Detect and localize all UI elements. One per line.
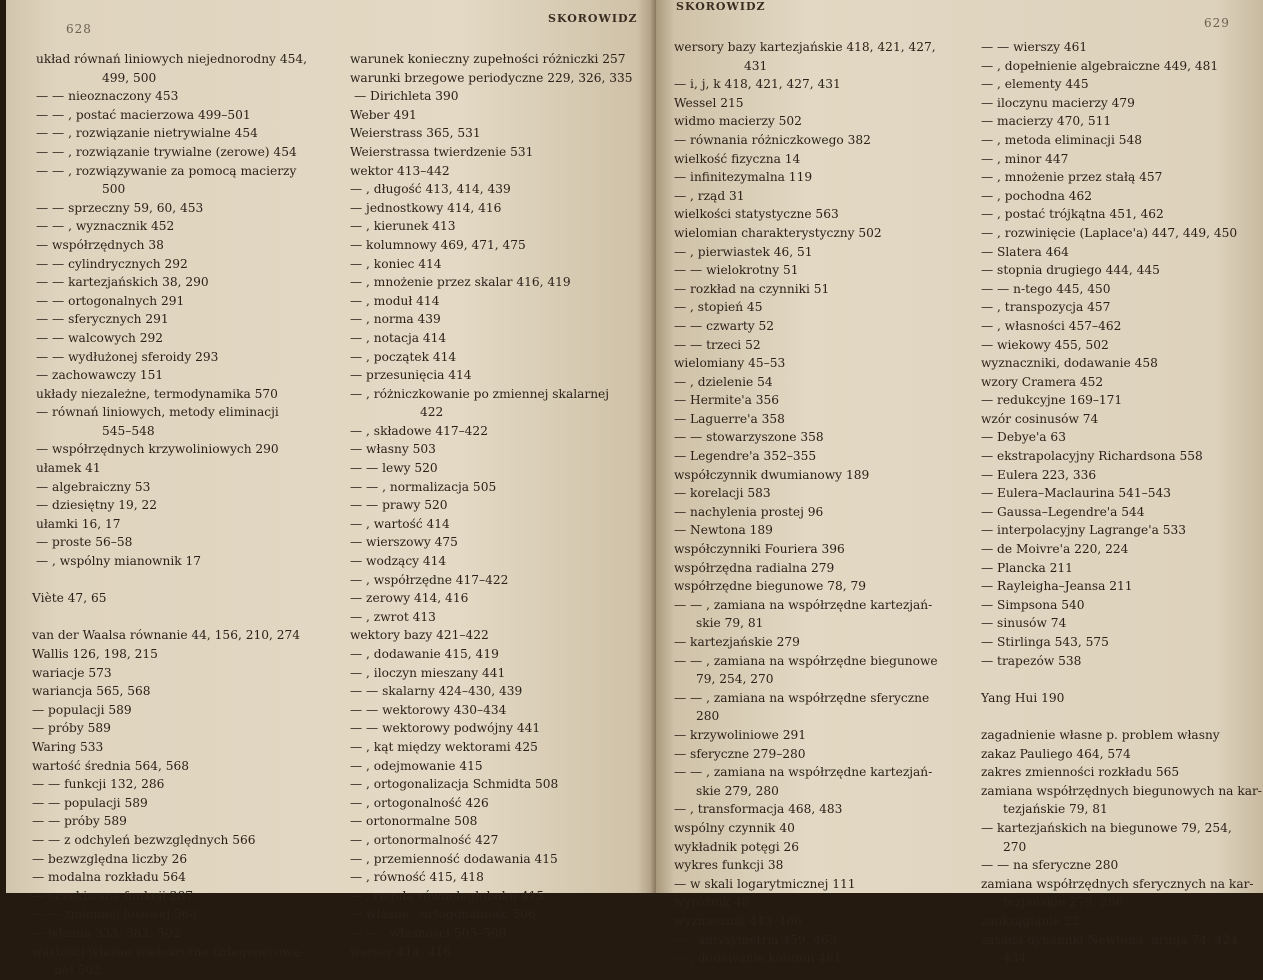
index-entry: wektory bazy 421–422	[350, 628, 489, 643]
index-entry	[32, 571, 307, 590]
index-entry: — Dirichleta 390	[354, 89, 459, 104]
index-entry: — , odejmowanie 415	[350, 758, 483, 773]
index-entry: warunki brzegowe periodyczne 229, 326, 335	[350, 70, 633, 85]
index-entry: — , elementy 445	[981, 77, 1089, 92]
index-entry: warunek konieczny zupełności różniczki 257	[350, 52, 626, 66]
index-entry: wyznaczniki, dodawanie 458	[981, 356, 1158, 371]
index-entry: — , rząd 31	[674, 188, 745, 203]
index-entry: — populacji 589	[32, 702, 132, 717]
index-entry: — , antysymetria 459, 463	[674, 932, 837, 947]
running-header: SKOROWIDZ	[548, 12, 638, 25]
index-entry: tezjańskie 79, 81	[1003, 802, 1108, 817]
index-entry: — współrzędnych 38	[36, 237, 164, 252]
index-entry: — — prawy 520	[350, 498, 448, 513]
index-entry: — — cylindrycznych 292	[36, 256, 188, 271]
index-entry: — Simpsona 540	[981, 597, 1085, 612]
index-column-left-1	[32, 50, 307, 980]
index-entry: skie 279, 280	[696, 783, 779, 798]
index-entry: — ekstrapolacyjny Richardsona 558	[981, 449, 1203, 464]
index-entry: — kartezjańskich na biegunowe 79, 254,	[981, 820, 1232, 835]
index-entry: — — sprzeczny 59, 60, 453	[36, 200, 204, 215]
index-entry: — , stopień 45	[674, 300, 763, 315]
index-entry: 545–548	[102, 423, 155, 438]
index-entry: — — na sferyczne 280	[981, 858, 1119, 873]
index-entry: — — skalarny 424–430, 439	[350, 684, 523, 699]
index-entry: — równania różniczkowego 382	[674, 132, 871, 147]
index-entry: — , ortogonalizacja Schmidta 508	[350, 777, 559, 792]
index-entry: — — sferycznych 291	[36, 312, 169, 327]
index-entry: — — trzeci 52	[674, 337, 761, 352]
index-entry: — interpolacyjny Lagrange'a 533	[981, 523, 1187, 538]
index-entry: — — ortogonalnych 291	[36, 293, 185, 308]
index-entry: Weierstrassa twierdzenie 531	[350, 144, 534, 159]
index-entry: — stopnia drugiego 444, 445	[981, 263, 1160, 278]
index-entry: — Gaussa–Legendre'a 544	[981, 504, 1145, 519]
index-entry: — sinusów 74	[981, 616, 1067, 631]
index-entry: — — kartezjańskich 38, 290	[36, 275, 209, 290]
index-entry: — , transpozycja 457	[981, 300, 1111, 315]
index-entry: — kolumnowy 469, 471, 475	[350, 237, 526, 252]
index-entry: — wiekowy 455, 502	[981, 337, 1109, 352]
index-entry: ułamek 41	[36, 461, 101, 476]
index-entry: — — zmiennej losowej 568	[32, 907, 198, 922]
index-entry	[32, 608, 307, 627]
index-entry: — , mnożenie przez stałą 457	[981, 170, 1163, 185]
index-entry: van der Waalsa równanie 44, 156, 210, 274	[32, 628, 300, 643]
index-entry: współrzędne biegunowe 78, 79	[674, 579, 867, 594]
index-entry: — — wektorowy podwójny 441	[350, 721, 541, 736]
page-number: 628	[66, 22, 92, 36]
index-entry: Weierstrass 365, 531	[350, 126, 481, 141]
index-entry: — korelacji 583	[674, 486, 771, 501]
index-entry: — Eulera–Maclaurina 541–543	[981, 486, 1172, 501]
index-entry: — — próby 589	[32, 814, 127, 829]
index-entry: zaokrąglanie 22	[981, 913, 1080, 928]
index-entry: wielkość fizyczna 14	[674, 151, 801, 166]
index-entry: wykres funkcji 38	[674, 858, 784, 873]
index-entry: wzory Cramera 452	[981, 374, 1104, 389]
index-entry: wielomiany 45–53	[674, 356, 786, 371]
index-entry: — własne , ortogonalność 506	[350, 907, 536, 922]
index-entry: — , ortogonalność 426	[350, 795, 489, 810]
index-entry: — , wartość 414	[350, 516, 450, 531]
index-entry: — , norma 439	[350, 312, 441, 327]
index-entry: — — , rozwiązywanie za pomocą macierzy	[36, 163, 297, 178]
index-entry: — wodzący 414	[350, 554, 447, 569]
index-entry: — , pierwiastek 46, 51	[674, 244, 813, 259]
index-entry: — i, j, k 418, 421, 427, 431	[674, 77, 841, 92]
index-entry: — redukcyjne 169–171	[981, 393, 1123, 408]
index-entry: — — , wyznacznik 452	[36, 219, 175, 234]
index-entry: — , zwrot 413	[350, 609, 436, 624]
index-entry: — krzywoliniowe 291	[674, 727, 807, 742]
index-entry: tezjańskie 279, 280	[1003, 895, 1124, 910]
index-entry: — — walcowych 292	[36, 330, 164, 345]
index-entry: — , iloczyn mieszany 441	[350, 665, 506, 680]
index-entry: — — z odchyleń bezwzględnych 566	[32, 832, 256, 847]
index-entry: — oczekiwana funkcji 287	[32, 888, 194, 903]
index-entry: ułamki 16, 17	[36, 516, 121, 531]
index-column-left-2	[350, 50, 633, 961]
index-entry: — proste 56–58	[36, 535, 133, 550]
index-entry: — — lewy 520	[350, 461, 438, 476]
index-column-right-2	[981, 38, 1262, 968]
index-entry: — , składowe 417–422	[350, 423, 488, 438]
index-entry: — — wydłużonej sferoidy 293	[36, 349, 219, 364]
index-entry: — zerowy 414, 416	[350, 591, 469, 606]
index-entry: Wallis 126, 198, 215	[32, 647, 158, 661]
index-entry: wariacje 573	[32, 665, 112, 680]
index-entry: — Stirlinga 543, 575	[981, 635, 1109, 649]
index-entry: — , własności 457–462	[981, 318, 1122, 333]
index-entry: — rozkład na czynniki 51	[674, 281, 830, 296]
index-entry: — własna 333, 382, 502	[32, 925, 181, 940]
index-entry: — ortonormalne 508	[350, 814, 478, 829]
index-entry: — wierszowy 475	[350, 535, 458, 550]
index-entry: — , dodawanie 415, 419	[350, 647, 499, 661]
index-entry: — , postać trójkątna 451, 462	[981, 207, 1164, 222]
index-entry: 422	[420, 405, 444, 420]
index-entry: wspólny czynnik 40	[674, 820, 795, 835]
index-entry: zasada dynamiki Newtona, druga 74, 424,	[981, 932, 1242, 947]
index-entry: — — , własności 505–508	[350, 925, 507, 940]
index-entry: — — , zamiana na współrzędne kartezjań-	[674, 765, 933, 780]
right-page	[656, 0, 1263, 966]
index-entry: — , współrzędne 417–422	[350, 572, 509, 587]
index-entry: — dziesiętny 19, 22	[36, 498, 158, 513]
index-entry: 270	[1003, 839, 1027, 854]
index-entry: wielomian charakterystyczny 502	[674, 225, 882, 240]
index-entry: wykładnik potęgi 26	[674, 839, 800, 854]
index-entry	[981, 707, 1262, 726]
index-entry: — , przemienność dodawania 415	[350, 851, 558, 866]
index-entry: wersory bazy kartezjańskie 418, 421, 427,	[674, 40, 936, 54]
index-entry: 499, 500	[102, 70, 157, 85]
index-entry: — , różniczkowanie po zmiennej skalarnej	[350, 386, 610, 401]
index-entry: — , transformacja 468, 483	[674, 802, 843, 817]
index-entry: — trapezów 538	[981, 653, 1082, 668]
index-entry: — Rayleigha–Jeansa 211	[981, 579, 1133, 594]
index-entry: — de Moivre'a 220, 224	[981, 542, 1129, 557]
index-entry: — infinitezymalna 119	[674, 170, 813, 185]
index-entry: wartości własne wielokrotne (zdegenerowa-	[32, 944, 304, 959]
index-entry: — iloczynu macierzy 479	[981, 95, 1135, 110]
index-entry: — , rozwinięcie (Laplace'a) 447, 449, 450	[981, 225, 1238, 240]
index-entry: ne) 502	[54, 963, 101, 978]
index-entry: — Legendre'a 352–355	[674, 449, 817, 464]
index-entry: — Eulera 223, 336	[981, 467, 1097, 482]
index-entry: — , metoda eliminacji 548	[981, 132, 1142, 147]
index-entry: Yang Hui 190	[981, 690, 1065, 705]
index-entry: — , mnożenie przez skalar 416, 419	[350, 275, 571, 290]
index-entry: — próby 589	[32, 721, 111, 736]
index-entry: widmo macierzy 502	[674, 114, 802, 129]
index-entry: układ równań liniowych niejednorodny 454,	[36, 52, 307, 66]
index-entry: współczynnik dwumianowy 189	[674, 467, 870, 482]
index-entry: zamiana współrzędnych sferycznych na kar-	[981, 876, 1254, 891]
index-entry: — macierzy 470, 511	[981, 114, 1112, 129]
index-entry: — , kierunek 413	[350, 219, 456, 234]
index-entry: — — , postać macierzowa 499–501	[36, 107, 251, 122]
index-entry: Wessel 215	[674, 95, 744, 110]
index-entry: — , równość 415, 418	[350, 870, 484, 885]
index-entry: zagadnienie własne p. problem własny	[981, 727, 1220, 742]
index-entry: — Plancka 211	[981, 560, 1073, 575]
index-entry: — współrzędnych krzywoliniowych 290	[36, 442, 279, 457]
index-entry: współczynniki Fouriera 396	[674, 542, 845, 557]
index-entry: — , kąt między wektorami 425	[350, 739, 538, 754]
index-entry: — algebraiczny 53	[36, 479, 151, 494]
index-entry: wielkości statystyczne 563	[674, 207, 839, 222]
index-entry	[981, 670, 1262, 689]
index-entry: — w skali logarytmicznej 111	[674, 876, 856, 891]
index-entry: — równań liniowych, metody eliminacji	[36, 405, 279, 420]
index-entry: — — , zamiana na współrzędne biegunowe	[674, 653, 938, 668]
index-entry: — — , rozwiązanie nietrywialne 454	[36, 126, 258, 141]
index-entry: — przesunięcia 414	[350, 368, 472, 383]
index-entry: — , początek 414	[350, 349, 457, 364]
index-entry: — — , zamiana na współrzędne kartezjań-	[674, 597, 933, 612]
index-entry: Viète 47, 65	[32, 591, 107, 606]
index-entry: wersor 414, 416	[350, 944, 452, 959]
index-entry: — , wspólny mianownik 17	[36, 554, 201, 569]
index-entry: — — wielokrotny 51	[674, 263, 799, 278]
index-entry: 79, 254, 270	[696, 672, 774, 687]
index-entry: wyznacznik 443–466	[674, 913, 802, 928]
index-entry: — modalna rozkładu 564	[32, 870, 186, 885]
index-entry: 280	[696, 709, 720, 724]
index-entry: — , dopełnienie algebraiczne 449, 481	[981, 58, 1219, 73]
index-entry: — , dzielenie 54	[674, 374, 773, 389]
index-entry: — , reguła równoległoboku 415	[350, 888, 545, 903]
index-entry: — — wektorowy 430–434	[350, 702, 507, 717]
index-entry: — nachylenia prostej 96	[674, 504, 824, 519]
index-entry: wektor 413–442	[350, 163, 450, 178]
index-entry: — — n-tego 445, 450	[981, 281, 1111, 296]
index-entry: 431	[744, 58, 768, 73]
index-entry: — — wierszy 461	[981, 40, 1088, 54]
index-entry: 434	[1003, 951, 1027, 966]
index-entry: — — , zamiana na współrzędne sferyczne	[674, 690, 930, 705]
running-header: SKOROWIDZ	[676, 0, 766, 13]
index-entry: — — stowarzyszone 358	[674, 430, 824, 445]
index-entry: — sferyczne 279–280	[674, 746, 806, 761]
index-entry: — , moduł 414	[350, 293, 440, 308]
index-entry: Weber 491	[350, 107, 417, 122]
index-entry: zamiana współrzędnych biegunowych na kar-	[981, 783, 1262, 798]
index-entry: — , długość 413, 414, 439	[350, 182, 511, 197]
index-entry: wartość średnia 564, 568	[32, 758, 189, 773]
index-entry: — , ortonormalność 427	[350, 832, 499, 847]
index-entry: zakaz Pauliego 464, 574	[981, 746, 1131, 761]
index-entry: — , pochodna 462	[981, 188, 1093, 203]
index-entry: skie 79, 81	[696, 616, 764, 631]
index-entry: — — , normalizacja 505	[350, 479, 497, 494]
index-entry: — — , rozwiązanie trywialne (zerowe) 454	[36, 144, 297, 159]
index-entry: — bezwzględna liczby 26	[32, 851, 188, 866]
index-entry: wyróżnik 48	[674, 895, 750, 910]
index-entry: 500	[102, 182, 126, 197]
page-number: 629	[1204, 16, 1230, 30]
index-entry: — jednostkowy 414, 416	[350, 200, 502, 215]
index-entry: — — funkcji 132, 286	[32, 777, 165, 792]
index-entry: — Newtona 189	[674, 523, 773, 538]
index-entry: wariancja 565, 568	[32, 684, 151, 699]
index-entry: Waring 533	[32, 739, 104, 754]
index-entry: — własny 503	[350, 442, 436, 457]
index-entry: — zachowawczy 151	[36, 368, 164, 383]
index-entry: — Laguerre'a 358	[674, 411, 785, 426]
left-page	[6, 0, 656, 978]
index-entry: — , koniec 414	[350, 256, 442, 271]
index-entry: układy niezależne, termodynamika 570	[36, 386, 278, 401]
index-entry: — , dodawanie kolumn 461	[674, 951, 842, 966]
index-entry: — — populacji 589	[32, 795, 148, 810]
index-entry: współrzędna radialna 279	[674, 560, 835, 575]
index-entry: — — nieoznaczony 453	[36, 89, 179, 104]
index-entry: wzór cosinusów 74	[981, 411, 1099, 426]
index-entry: — — czwarty 52	[674, 318, 775, 333]
index-column-right-1	[674, 38, 938, 968]
index-entry: — Slatera 464	[981, 244, 1069, 259]
index-entry: — kartezjańskie 279	[674, 635, 800, 649]
index-entry: — , minor 447	[981, 151, 1069, 166]
index-entry: — , notacja 414	[350, 330, 447, 345]
index-entry: — Debye'a 63	[981, 430, 1066, 445]
index-entry: — Hermite'a 356	[674, 393, 780, 408]
index-entry: zakres zmienności rozkładu 565	[981, 765, 1180, 780]
